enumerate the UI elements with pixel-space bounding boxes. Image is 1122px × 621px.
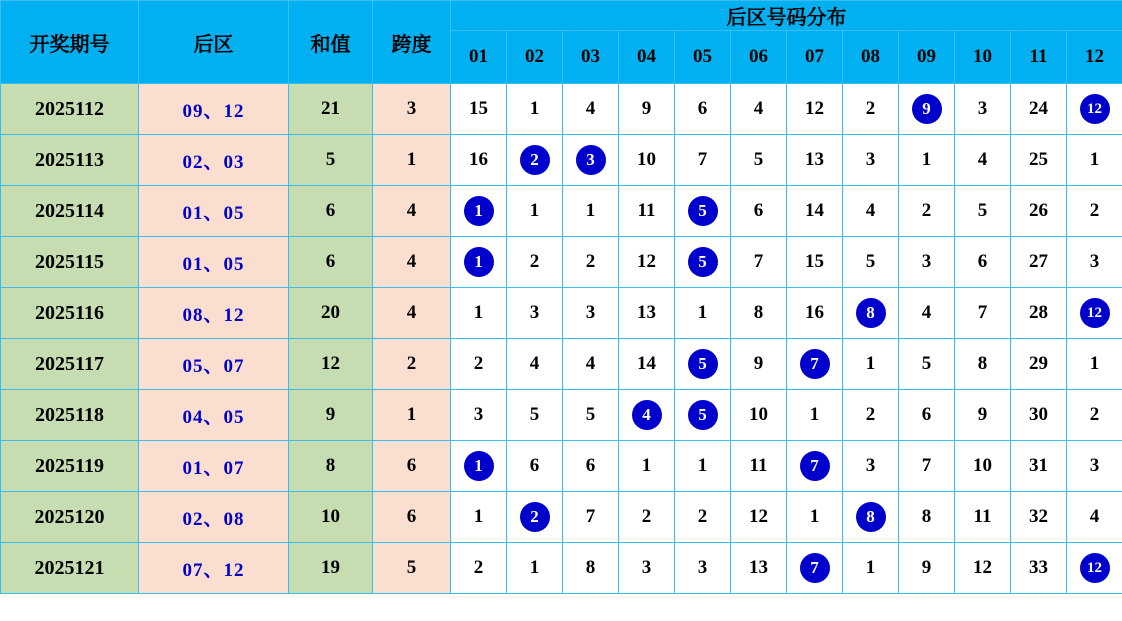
- cell-number: 2: [1067, 390, 1122, 441]
- cell-number: 2: [451, 339, 507, 390]
- cell-number: 33: [1011, 543, 1067, 594]
- cell-number: 4: [507, 339, 563, 390]
- cell-number: 6: [507, 441, 563, 492]
- cell-number: 3: [1067, 441, 1122, 492]
- cell-number: 3: [843, 441, 899, 492]
- cell-number: 1: [675, 288, 731, 339]
- header-number-09: 09: [899, 31, 955, 84]
- header-back-zone: 后区: [139, 1, 289, 84]
- hit-ball: 2: [520, 502, 550, 532]
- cell-sum: 6: [289, 186, 373, 237]
- cell-number-hit: [1067, 543, 1122, 594]
- cell-number-hit: [675, 339, 731, 390]
- cell-span: 3: [373, 84, 451, 135]
- cell-number: 2: [1067, 186, 1122, 237]
- cell-number-hit: [843, 492, 899, 543]
- cell-number-hit: [619, 390, 675, 441]
- cell-number: 25: [1011, 135, 1067, 186]
- cell-number: 1: [1067, 135, 1122, 186]
- cell-number: 14: [619, 339, 675, 390]
- cell-number: 3: [451, 390, 507, 441]
- cell-back-zone: 01、07: [139, 441, 289, 492]
- cell-number: 2: [563, 237, 619, 288]
- cell-span: 6: [373, 441, 451, 492]
- table-row: [1, 339, 1122, 390]
- cell-span: 4: [373, 288, 451, 339]
- cell-number: 5: [563, 390, 619, 441]
- cell-number: 26: [1011, 186, 1067, 237]
- table-body: [1, 84, 1122, 594]
- cell-number: 10: [955, 441, 1011, 492]
- table-row: [1, 84, 1122, 135]
- cell-number-hit: [675, 390, 731, 441]
- header-number-08: 08: [843, 31, 899, 84]
- cell-number: 12: [731, 492, 787, 543]
- header-issue: 开奖期号: [1, 1, 139, 84]
- cell-number: 15: [787, 237, 843, 288]
- cell-number: 7: [899, 441, 955, 492]
- cell-issue: 2025115: [1, 237, 139, 288]
- cell-number: 8: [731, 288, 787, 339]
- cell-issue: 2025113: [1, 135, 139, 186]
- cell-number: 10: [619, 135, 675, 186]
- cell-number: 5: [843, 237, 899, 288]
- hit-ball: 5: [688, 196, 718, 226]
- cell-number-hit: [675, 186, 731, 237]
- cell-span: 5: [373, 543, 451, 594]
- cell-number: 10: [731, 390, 787, 441]
- cell-sum: 6: [289, 237, 373, 288]
- cell-number: 4: [731, 84, 787, 135]
- cell-number: 28: [1011, 288, 1067, 339]
- cell-span: 2: [373, 339, 451, 390]
- cell-number: 11: [955, 492, 1011, 543]
- cell-number: 1: [451, 492, 507, 543]
- hit-ball: 9: [912, 94, 942, 124]
- hit-ball: 1: [464, 196, 494, 226]
- cell-number: 5: [731, 135, 787, 186]
- cell-number: 5: [899, 339, 955, 390]
- cell-number: 5: [955, 186, 1011, 237]
- cell-number: 1: [843, 339, 899, 390]
- hit-ball: 5: [688, 247, 718, 277]
- cell-number-hit: [507, 135, 563, 186]
- table-row: [1, 543, 1122, 594]
- cell-sum: 9: [289, 390, 373, 441]
- cell-number: 9: [619, 84, 675, 135]
- cell-back-zone: 08、12: [139, 288, 289, 339]
- cell-issue: 2025112: [1, 84, 139, 135]
- cell-number: 31: [1011, 441, 1067, 492]
- cell-sum: 21: [289, 84, 373, 135]
- cell-number: 1: [899, 135, 955, 186]
- header-distribution: 后区号码分布: [451, 1, 1122, 31]
- cell-number-hit: [787, 441, 843, 492]
- cell-number: 9: [955, 390, 1011, 441]
- cell-sum: 12: [289, 339, 373, 390]
- header-number-07: 07: [787, 31, 843, 84]
- header-number-05: 05: [675, 31, 731, 84]
- cell-number: 6: [899, 390, 955, 441]
- cell-number: 6: [563, 441, 619, 492]
- header-number-01: 01: [451, 31, 507, 84]
- cell-number: 1: [507, 543, 563, 594]
- cell-number: 4: [1067, 492, 1122, 543]
- hit-ball: 4: [632, 400, 662, 430]
- hit-ball: 7: [800, 451, 830, 481]
- cell-number-hit: [787, 339, 843, 390]
- cell-number-hit: [451, 441, 507, 492]
- hit-ball: 3: [576, 145, 606, 175]
- cell-number: 8: [899, 492, 955, 543]
- header-span: 跨度: [373, 1, 451, 84]
- cell-number: 9: [899, 543, 955, 594]
- cell-number: 24: [1011, 84, 1067, 135]
- cell-number: 4: [563, 339, 619, 390]
- cell-issue: 2025114: [1, 186, 139, 237]
- cell-number: 11: [731, 441, 787, 492]
- cell-number-hit: [1067, 288, 1122, 339]
- hit-ball: 8: [856, 502, 886, 532]
- cell-number: 7: [731, 237, 787, 288]
- cell-span: 6: [373, 492, 451, 543]
- header-number-02: 02: [507, 31, 563, 84]
- cell-number: 2: [507, 237, 563, 288]
- cell-number-hit: [675, 237, 731, 288]
- cell-number: 4: [955, 135, 1011, 186]
- hit-ball: 8: [856, 298, 886, 328]
- cell-back-zone: 09、12: [139, 84, 289, 135]
- cell-number: 3: [563, 288, 619, 339]
- cell-number: 12: [955, 543, 1011, 594]
- cell-issue: 2025120: [1, 492, 139, 543]
- cell-span: 1: [373, 390, 451, 441]
- cell-number: 16: [451, 135, 507, 186]
- cell-number: 1: [787, 492, 843, 543]
- cell-number: 5: [507, 390, 563, 441]
- cell-number: 6: [955, 237, 1011, 288]
- cell-number: 3: [899, 237, 955, 288]
- cell-number: 27: [1011, 237, 1067, 288]
- hit-ball: 12: [1080, 298, 1110, 328]
- table-row: [1, 492, 1122, 543]
- cell-number: 2: [451, 543, 507, 594]
- cell-number: 8: [955, 339, 1011, 390]
- cell-number-hit: [507, 492, 563, 543]
- cell-number: 6: [731, 186, 787, 237]
- table-row: [1, 441, 1122, 492]
- header-number-11: 11: [1011, 31, 1067, 84]
- header-number-10: 10: [955, 31, 1011, 84]
- cell-number: 2: [843, 84, 899, 135]
- cell-number: 30: [1011, 390, 1067, 441]
- cell-number: 3: [843, 135, 899, 186]
- header-number-03: 03: [563, 31, 619, 84]
- cell-number: 14: [787, 186, 843, 237]
- cell-back-zone: 02、08: [139, 492, 289, 543]
- cell-issue: 2025119: [1, 441, 139, 492]
- cell-number: 1: [563, 186, 619, 237]
- cell-number: 2: [843, 390, 899, 441]
- table-row: [1, 186, 1122, 237]
- cell-number: 12: [619, 237, 675, 288]
- cell-sum: 8: [289, 441, 373, 492]
- cell-number: 32: [1011, 492, 1067, 543]
- hit-ball: 1: [464, 247, 494, 277]
- cell-back-zone: 04、05: [139, 390, 289, 441]
- cell-number-hit: [563, 135, 619, 186]
- cell-issue: 2025121: [1, 543, 139, 594]
- cell-number: 29: [1011, 339, 1067, 390]
- cell-number: 1: [619, 441, 675, 492]
- hit-ball: 7: [800, 349, 830, 379]
- cell-number: 1: [843, 543, 899, 594]
- cell-number: 4: [563, 84, 619, 135]
- cell-number: 3: [1067, 237, 1122, 288]
- cell-span: 4: [373, 186, 451, 237]
- table-row: [1, 288, 1122, 339]
- hit-ball: 12: [1080, 94, 1110, 124]
- cell-number: 3: [619, 543, 675, 594]
- cell-sum: 20: [289, 288, 373, 339]
- hit-ball: 5: [688, 400, 718, 430]
- table-header: [1, 1, 1122, 84]
- cell-back-zone: 05、07: [139, 339, 289, 390]
- cell-number: 4: [843, 186, 899, 237]
- cell-number: 3: [507, 288, 563, 339]
- cell-back-zone: 01、05: [139, 186, 289, 237]
- cell-number: 16: [787, 288, 843, 339]
- cell-number: 13: [731, 543, 787, 594]
- cell-number: 1: [787, 390, 843, 441]
- hit-ball: 12: [1080, 553, 1110, 583]
- cell-number: 11: [619, 186, 675, 237]
- cell-number-hit: [787, 543, 843, 594]
- cell-sum: 5: [289, 135, 373, 186]
- table-row: [1, 237, 1122, 288]
- cell-number: 2: [619, 492, 675, 543]
- cell-back-zone: 07、12: [139, 543, 289, 594]
- cell-number: 9: [731, 339, 787, 390]
- header-number-06: 06: [731, 31, 787, 84]
- cell-number-hit: [451, 237, 507, 288]
- cell-number: 7: [955, 288, 1011, 339]
- hit-ball: 2: [520, 145, 550, 175]
- cell-number: 15: [451, 84, 507, 135]
- cell-issue: 2025116: [1, 288, 139, 339]
- cell-number: 2: [675, 492, 731, 543]
- cell-back-zone: 01、05: [139, 237, 289, 288]
- cell-number: 1: [507, 84, 563, 135]
- cell-number: 13: [787, 135, 843, 186]
- cell-number: 1: [451, 288, 507, 339]
- cell-span: 4: [373, 237, 451, 288]
- header-sum: 和值: [289, 1, 373, 84]
- cell-number: 12: [787, 84, 843, 135]
- cell-number: 3: [955, 84, 1011, 135]
- cell-number: 7: [563, 492, 619, 543]
- cell-number: 2: [899, 186, 955, 237]
- cell-number: 13: [619, 288, 675, 339]
- cell-number-hit: [1067, 84, 1122, 135]
- cell-issue: 2025117: [1, 339, 139, 390]
- cell-number: 4: [899, 288, 955, 339]
- cell-number: 6: [675, 84, 731, 135]
- header-number-12: 12: [1067, 31, 1122, 84]
- table-row: [1, 135, 1122, 186]
- cell-span: 1: [373, 135, 451, 186]
- hit-ball: 5: [688, 349, 718, 379]
- cell-sum: 10: [289, 492, 373, 543]
- cell-back-zone: 02、03: [139, 135, 289, 186]
- cell-number: 1: [675, 441, 731, 492]
- cell-number: 1: [507, 186, 563, 237]
- cell-number-hit: [899, 84, 955, 135]
- header-number-04: 04: [619, 31, 675, 84]
- cell-sum: 19: [289, 543, 373, 594]
- cell-number-hit: [451, 186, 507, 237]
- hit-ball: 1: [464, 451, 494, 481]
- cell-number: 3: [675, 543, 731, 594]
- cell-number: 7: [675, 135, 731, 186]
- hit-ball: 7: [800, 553, 830, 583]
- cell-number: 8: [563, 543, 619, 594]
- cell-number-hit: [843, 288, 899, 339]
- table-row: [1, 390, 1122, 441]
- cell-issue: 2025118: [1, 390, 139, 441]
- cell-number: 1: [1067, 339, 1122, 390]
